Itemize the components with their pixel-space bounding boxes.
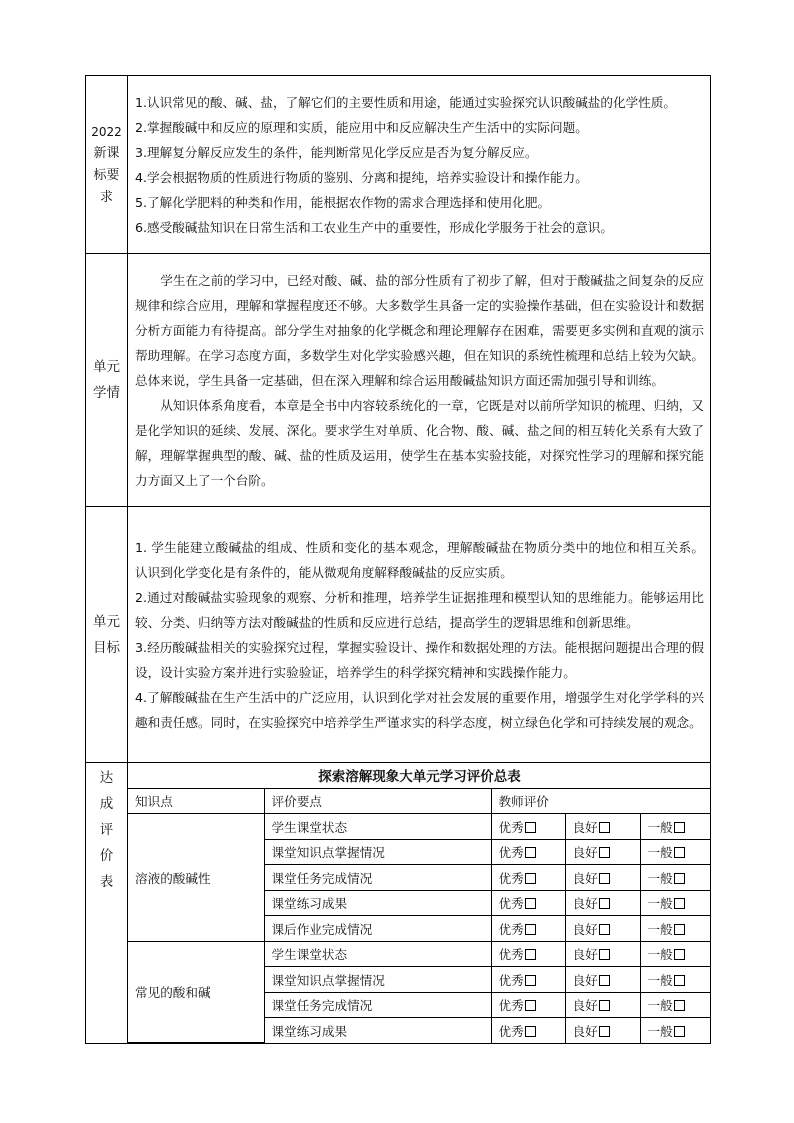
- rating-option: [565, 967, 640, 993]
- label-line: 新课: [93, 145, 120, 161]
- rating-option-label: 良好: [572, 819, 598, 835]
- rating-checkbox[interactable]: [674, 847, 685, 858]
- rating-checkbox[interactable]: [525, 898, 536, 909]
- rating-option: [491, 967, 565, 993]
- curriculum-content: [128, 76, 711, 254]
- rating-option: [565, 1018, 640, 1043]
- rating-option: [491, 916, 565, 942]
- rating-checkbox[interactable]: [525, 1000, 536, 1011]
- rating-option-label: 良好: [572, 921, 598, 937]
- rating-option: [491, 992, 565, 1018]
- rating-option: [640, 890, 711, 916]
- rating-checkbox[interactable]: [525, 949, 536, 960]
- unit-goals-content: [128, 507, 711, 763]
- rating-option-label: 良好: [572, 845, 598, 861]
- rating-option: [491, 865, 565, 891]
- header-knowledge: 知识点: [128, 788, 264, 814]
- rating-option-label: 一般: [647, 921, 673, 937]
- label-line: 评: [99, 822, 114, 838]
- rating-option-label: 优秀: [498, 1023, 524, 1039]
- rating-option: [565, 992, 640, 1018]
- curriculum-item: 2.掌握酸碱中和反应的原理和实质，能应用中和反应解决生产生活中的实际问题。: [135, 119, 588, 135]
- rating-checkbox[interactable]: [674, 873, 685, 884]
- curriculum-item: 4.学会根据物质的性质进行物质的鉴别、分离和提纯，培养实验设计和操作能力。: [135, 169, 588, 185]
- criteria-cell: 课堂练习成果: [264, 890, 491, 916]
- goal-item: 2.通过对酸碱盐实验现象的观察、分析和推理，培养学生证据推理和模型认知的思维能力。能够运用比较、分类、归纳等方法对酸碱盐的性质和反应进行总结，提高学生的逻辑思维和创新思维。: [135, 589, 704, 630]
- rating-checkbox[interactable]: [599, 1026, 610, 1037]
- rating-checkbox[interactable]: [525, 975, 536, 986]
- rating-option: [565, 890, 640, 916]
- criteria-cell: 课堂任务完成情况: [264, 865, 491, 891]
- situation-paragraph: 学生在之前的学习中，已经对酸、碱、盐的部分性质有了初步了解，但对于酸碱盐之间复杂的反应规律和综合应用，理解和掌握程度还不够。大多数学生具备一定的实验操作基础，但在实验设计和数据分析方面能力有待提高。部分学生对抽象的化学概念和理论理解存在困难，需要更多实例和直观的演示帮助理解。在学习态度方面，多数学生对化学实验感兴趣，但在知识的系统性梳理和总结上较为欠缺。总体来说，学生具备一定基础，但在深入理解和综合运用酸碱盐知识方面还需加强引导和训练。: [135, 272, 704, 388]
- rating-option: [491, 814, 565, 840]
- rating-option-label: 良好: [572, 947, 598, 963]
- criteria-cell: 课堂知识点掌握情况: [264, 967, 491, 993]
- criteria-cell: 学生课堂状态: [264, 814, 491, 840]
- rating-checkbox[interactable]: [599, 1000, 610, 1011]
- evaluation-table: [128, 763, 711, 1043]
- curriculum-item: 6.感受酸碱盐知识在日常生活和工农业生产中的重要性，形成化学服务于社会的意识。: [135, 219, 613, 235]
- label-line: 学情: [93, 385, 120, 401]
- rating-option-label: 良好: [572, 896, 598, 912]
- criteria-cell: 课堂练习成果: [264, 1018, 491, 1043]
- rating-checkbox[interactable]: [674, 898, 685, 909]
- row-label: [86, 763, 128, 1044]
- goal-item: 3.经历酸碱盐相关的实验探究过程，掌握实验设计、操作和数据处理的方法。能根据问题提出合理的假设，设计实验方案并进行实验验证，培养学生的科学探究精神和实践操作能力。: [135, 639, 704, 680]
- rating-checkbox[interactable]: [599, 924, 610, 935]
- rating-option: [640, 839, 711, 865]
- rating-option-label: 优秀: [498, 870, 524, 886]
- label-line: 目标: [93, 639, 120, 656]
- label-line: 达: [99, 770, 114, 786]
- knowledge-topic: 溶液的酸碱性: [128, 814, 264, 942]
- rating-option-label: 优秀: [498, 921, 524, 937]
- rating-option-label: 优秀: [498, 819, 524, 835]
- rating-checkbox[interactable]: [525, 822, 536, 833]
- rating-option: [640, 814, 711, 840]
- goal-item: 1. 学生能建立酸碱盐的组成、性质和变化的基本观念，理解酸碱盐在物质分类中的地位和相互关系。认识到化学变化是有条件的，能从微观角度解释酸碱盐的反应实质。: [135, 539, 704, 580]
- rating-option-label: 优秀: [498, 896, 524, 912]
- label-line: 表: [99, 874, 114, 890]
- rating-option-label: 良好: [572, 998, 598, 1014]
- rating-checkbox[interactable]: [599, 873, 610, 884]
- rating-checkbox[interactable]: [599, 898, 610, 909]
- rating-option: [640, 941, 711, 967]
- rating-option: [640, 967, 711, 993]
- curriculum-item: 1.认识常见的酸、碱、盐，了解它们的主要性质和用途，能通过实验探究认识酸碱盐的化学性质。: [135, 94, 676, 110]
- rating-checkbox[interactable]: [674, 975, 685, 986]
- evaluation-cell: [128, 763, 711, 1044]
- goal-item: 4.了解酸碱盐在生产生活中的广泛应用，认识到化学对社会发展的重要作用，增强学生对化学学科的兴趣和责任感。同时，在实验探究中培养学生严谨求实的科学态度，树立绿色化学和可持续发展的观念。: [135, 689, 704, 730]
- rating-checkbox[interactable]: [525, 924, 536, 935]
- evaluation-title: 探索溶解现象大单元学习评价总表: [128, 763, 711, 788]
- criteria-cell: 课堂任务完成情况: [264, 992, 491, 1018]
- rating-checkbox[interactable]: [599, 847, 610, 858]
- row-learning-situation: [86, 254, 711, 507]
- rating-option-label: 一般: [647, 845, 673, 861]
- rating-option: [565, 941, 640, 967]
- curriculum-item: 3.理解复分解反应发生的条件，能判断常见化学反应是否为复分解反应。: [135, 144, 538, 160]
- rating-option-label: 一般: [647, 819, 673, 835]
- header-criteria: 评价要点: [264, 788, 491, 814]
- rating-option-label: 优秀: [498, 972, 524, 988]
- rating-option: [565, 839, 640, 865]
- knowledge-topic: 常见的酸和碱: [128, 941, 264, 1043]
- criteria-cell: 课堂知识点掌握情况: [264, 839, 491, 865]
- rating-checkbox[interactable]: [599, 822, 610, 833]
- criteria-cell: 学生课堂状态: [264, 941, 491, 967]
- rating-checkbox[interactable]: [674, 949, 685, 960]
- rating-option-label: 一般: [647, 972, 673, 988]
- rating-option: [491, 941, 565, 967]
- label-line: 价: [99, 848, 114, 864]
- label-line: 求: [99, 189, 113, 205]
- situation-paragraph: 从知识体系角度看，本章是全书中内容较系统化的一章，它既是对以前所学知识的梳理、归纳，又是化学知识的延续、发展、深化。要求学生对单质、化合物、酸、碱、盐之间的相互转化关系有大致了解，理解掌握典型的酸、碱、盐的性质及运用，使学生在基本实验技能，对探究性学习的理解和探究能力方面又上了一个台阶。: [135, 397, 704, 488]
- rating-option-label: 优秀: [498, 998, 524, 1014]
- rating-option-label: 良好: [572, 972, 598, 988]
- row-evaluation: [86, 763, 711, 1044]
- row-label: [86, 254, 128, 507]
- evaluation-row: [128, 814, 711, 840]
- rating-option-label: 一般: [647, 870, 673, 886]
- rating-checkbox[interactable]: [674, 822, 685, 833]
- rating-checkbox[interactable]: [674, 1000, 685, 1011]
- rating-option: [640, 916, 711, 942]
- rating-option-label: 一般: [647, 998, 673, 1014]
- label-line: 单元: [93, 613, 120, 630]
- rating-option: [491, 1018, 565, 1043]
- rating-option: [640, 1018, 711, 1043]
- rating-checkbox[interactable]: [525, 1026, 536, 1037]
- outer-table: [85, 75, 711, 1044]
- row-curriculum: [86, 76, 711, 254]
- rating-checkbox[interactable]: [525, 873, 536, 884]
- rating-option-label: 一般: [647, 947, 673, 963]
- rating-option-label: 一般: [647, 896, 673, 912]
- rating-option-label: 良好: [572, 1023, 598, 1039]
- lesson-plan-table: [85, 75, 710, 1044]
- rating-option: [491, 839, 565, 865]
- header-teacher: 教师评价: [491, 788, 711, 814]
- row-unit-goals: [86, 507, 711, 763]
- rating-option-label: 一般: [647, 1023, 673, 1039]
- rating-option: [565, 865, 640, 891]
- rating-checkbox[interactable]: [599, 949, 610, 960]
- evaluation-row: [128, 941, 711, 967]
- rating-option: [565, 916, 640, 942]
- label-line: 标要: [93, 167, 120, 183]
- rating-checkbox[interactable]: [674, 924, 685, 935]
- label-line: 2022: [91, 124, 122, 139]
- criteria-cell: 课后作业完成情况: [264, 916, 491, 942]
- learning-situation-content: [128, 254, 711, 507]
- rating-checkbox[interactable]: [599, 975, 610, 986]
- label-line: 成: [99, 796, 114, 812]
- rating-option-label: 优秀: [498, 947, 524, 963]
- row-label: [86, 507, 128, 763]
- row-label: [86, 76, 128, 254]
- rating-option: [565, 814, 640, 840]
- rating-option: [491, 890, 565, 916]
- rating-checkbox[interactable]: [674, 1026, 685, 1037]
- rating-option: [640, 865, 711, 891]
- curriculum-item: 5.了解化学肥料的种类和作用，能根据农作物的需求合理选择和使用化肥。: [135, 194, 551, 210]
- rating-option-label: 良好: [572, 870, 598, 886]
- rating-option: [640, 992, 711, 1018]
- label-line: 单元: [93, 359, 120, 375]
- rating-checkbox[interactable]: [525, 847, 536, 858]
- rating-option-label: 优秀: [498, 845, 524, 861]
